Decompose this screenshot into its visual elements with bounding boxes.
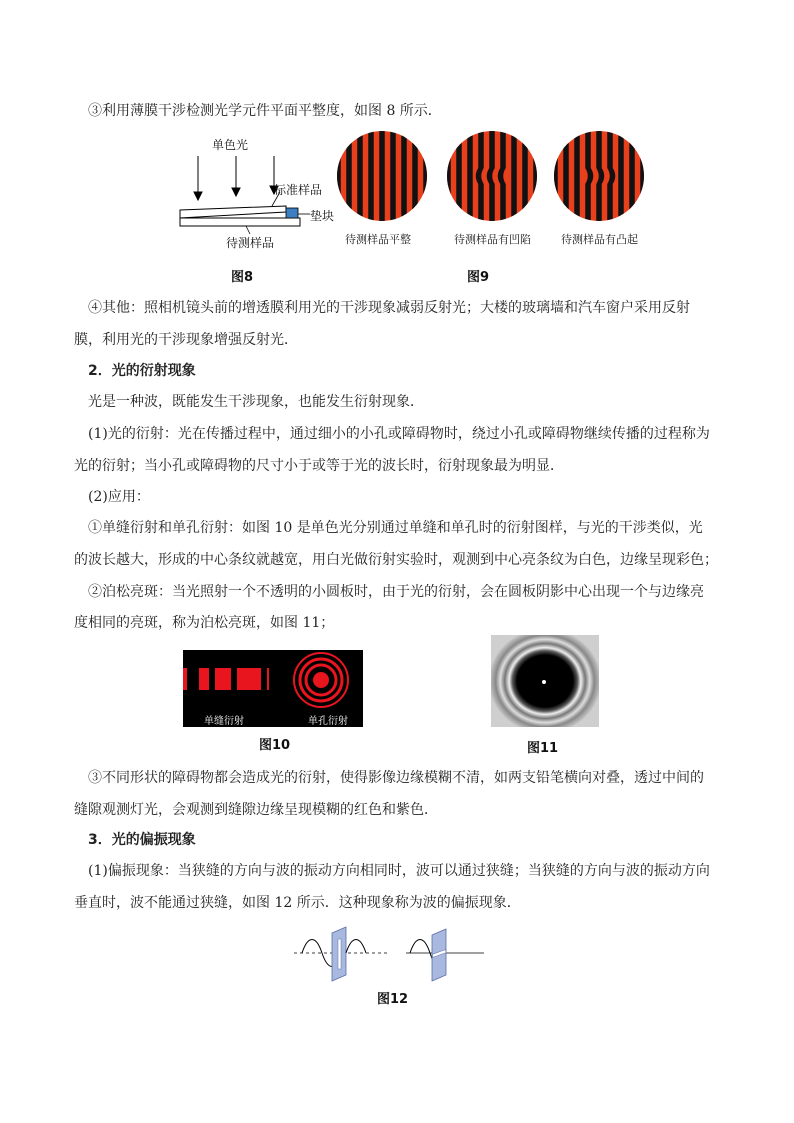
section-2-intro: 光是一种波，既能发生干涉现象，也能发生衍射现象． bbox=[88, 394, 424, 410]
dark-fringe bbox=[390, 130, 396, 222]
label-standard-sample: 标准样品 bbox=[274, 183, 323, 197]
dark-fringe bbox=[434, 130, 440, 222]
dark-fringe bbox=[357, 130, 363, 222]
fringe-disc-concave bbox=[434, 130, 550, 222]
section-3-title: 3．光的偏振现象 bbox=[88, 832, 196, 848]
figure-9-fringes bbox=[336, 130, 646, 224]
figure-9-caption: 图9 bbox=[467, 270, 490, 285]
dark-fringe bbox=[618, 130, 624, 222]
dark-fringe bbox=[336, 130, 341, 222]
section-2-def-line-1: (1)光的衍射：光在传播过程中，通过细小的小孔或障碍物时，绕过小孔或障碍物继续传播的过程称为 bbox=[88, 426, 710, 442]
label-test-sample: 待测样品 bbox=[226, 236, 275, 250]
figure-11-caption: 图11 bbox=[527, 741, 559, 756]
dark-fringe bbox=[423, 130, 429, 222]
section-2-app3-line-2: 缝隙观测灯光，会观测到缝隙边缘呈现模糊的红色和紫色． bbox=[74, 802, 438, 818]
dark-fringe bbox=[379, 130, 385, 222]
dark-fringe bbox=[522, 130, 528, 222]
para-4-line-2: 膜，利用光的干涉现象增强反射光． bbox=[74, 332, 298, 348]
para-4-line-1: ④其他：照相机镜头前的增透膜利用光的干涉现象减弱反射光；大楼的玻璃墙和汽车窗户采用反射 bbox=[88, 300, 690, 316]
section-3-line-2: 垂直时，波不能通过狭缝，如图 12 所示．这种现象称为波的偏振现象． bbox=[74, 895, 521, 911]
figure-11-poisson-spot bbox=[491, 635, 599, 727]
dark-fringe bbox=[533, 130, 539, 222]
dark-fringe bbox=[563, 130, 569, 222]
section-2-app2-line-2: 度相同的亮斑，称为泊松亮斑，如图 11； bbox=[74, 615, 335, 631]
dark-fringe bbox=[456, 130, 462, 222]
dark-fringe bbox=[346, 130, 352, 222]
dark-fringe bbox=[412, 130, 418, 222]
figure-12-caption: 图12 bbox=[377, 992, 409, 1007]
figure-12-polarization bbox=[294, 925, 494, 987]
dark-fringe bbox=[541, 130, 547, 222]
dark-fringe bbox=[544, 130, 550, 222]
section-3-line-1: (1)偏振现象：当狭缝的方向与波的振动方向相同时，波可以通过狭缝；当狭缝的方向与波的振动方向 bbox=[88, 863, 710, 879]
figure-8-caption: 图8 bbox=[231, 270, 254, 285]
section-2-def-line-2: 光的衍射；当小孔或障碍物的尺寸小于或等于光的波长时，衍射现象最为明显． bbox=[74, 458, 564, 474]
dark-fringe bbox=[401, 130, 407, 222]
label-monochromatic-light: 单色光 bbox=[212, 138, 249, 152]
section-2-app2-line-1: ②泊松亮斑：当光照射一个不透明的小圆板时，由于光的衍射，会在圆板阴影中心出现一个与边缘亮 bbox=[88, 584, 704, 600]
dark-fringe bbox=[640, 130, 646, 222]
fig9-label-flat: 待测样品平整 bbox=[345, 233, 411, 246]
dark-fringe bbox=[511, 130, 517, 222]
dark-fringe bbox=[574, 130, 580, 222]
fig9-label-convex: 待测样品有凸起 bbox=[561, 233, 638, 246]
fig9-label-concave: 待测样品有凹陷 bbox=[454, 233, 531, 246]
label-single-slit: 单缝衍射 bbox=[204, 716, 244, 727]
label-pad: 垫块 bbox=[310, 209, 335, 223]
fringe-disc-flat bbox=[336, 130, 440, 222]
section-2-app1-line-1: ①单缝衍射和单孔衍射：如图 10 是单色光分别通过单缝和单孔时的衍射图样，与光的干涉类似，光 bbox=[88, 520, 703, 536]
section-2-title: 2．光的衍射现象 bbox=[88, 363, 196, 379]
figure-10-caption: 图10 bbox=[259, 738, 291, 753]
dark-fringe bbox=[445, 130, 451, 222]
dark-fringe bbox=[434, 130, 440, 222]
para-3: ③利用薄膜干涉检测光学元件平面平整度，如图 8 所示． bbox=[88, 103, 442, 119]
dark-fringe bbox=[629, 130, 635, 222]
dark-fringe bbox=[368, 130, 374, 222]
fringe-disc-convex bbox=[541, 130, 646, 222]
dark-fringe bbox=[467, 130, 473, 222]
section-2-app1-line-2: 的波长越大，形成的中心条纹就越宽，用白光做衍射实验时，观测到中心亮条纹为白色，边缘呈现彩色； bbox=[74, 552, 718, 568]
label-single-hole: 单孔衍射 bbox=[308, 716, 348, 727]
dark-fringe bbox=[552, 130, 558, 222]
section-2-app3-line-1: ③不同形状的障碍物都会造成光的衍射，使得影像边缘模糊不清，如两支铅笔横向对叠，透过中间的 bbox=[88, 770, 704, 786]
section-2-applications: (2)应用： bbox=[88, 489, 150, 505]
